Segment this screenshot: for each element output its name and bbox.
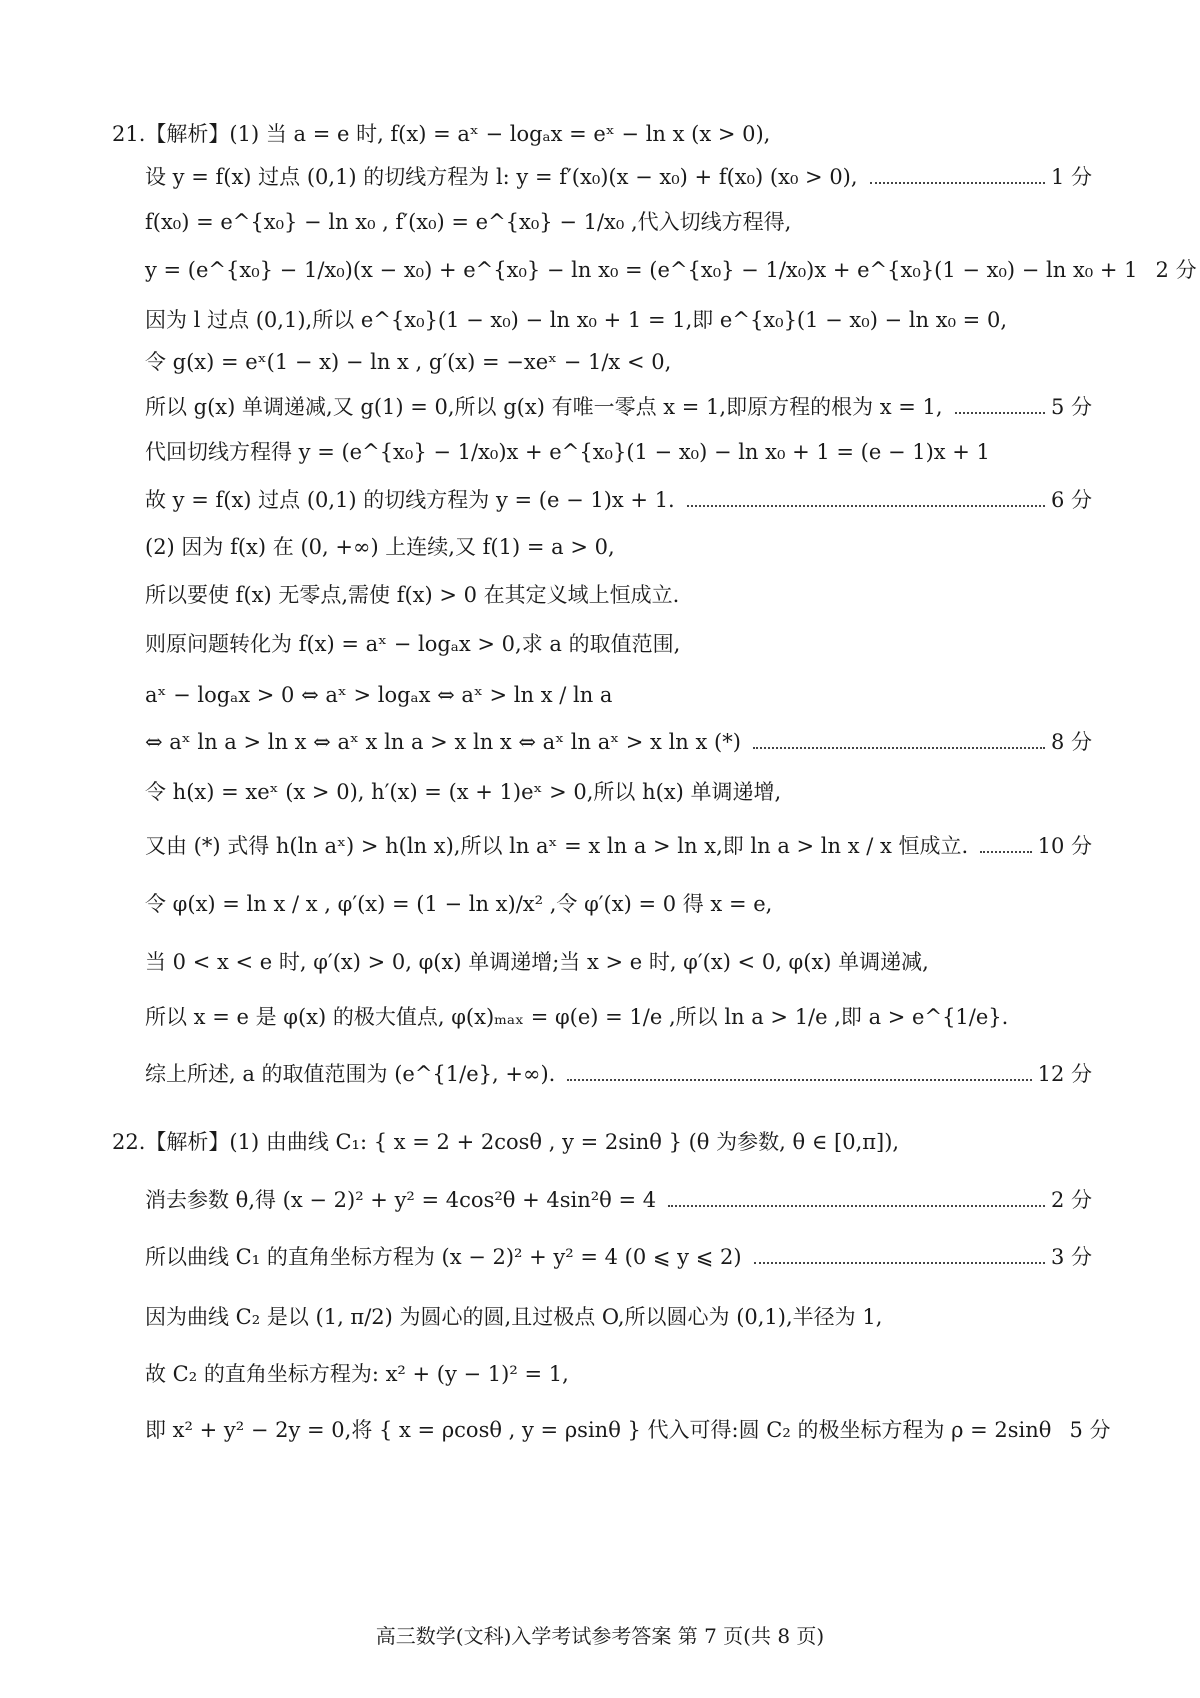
solution-line: [145, 1418, 1111, 1443]
line-text: f(x₀) = e^{x₀} − ln x₀ , f′(x₀) = e^{x₀} − 1/x₀ ,代入切线方程得,: [145, 210, 792, 234]
line-text: 所以要使 f(x) 无零点,需使 f(x) > 0 在其定义域上恒成立.: [145, 583, 680, 607]
score-mark: 3 分: [1050, 1245, 1092, 1269]
solution-line: [145, 535, 1092, 560]
solution-line: [145, 730, 1092, 755]
line-text: 所以 g(x) 单调递减,又 g(1) = 0,所以 g(x) 有唯一零点 x = 1,即原方程的根为 x = 1,: [145, 395, 943, 419]
line-text: 当 0 < x < e 时, φ′(x) > 0, φ(x) 单调递增;当 x > e 时, φ′(x) < 0, φ(x) 单调递减,: [145, 950, 929, 974]
problem-22-header: [112, 1130, 1092, 1155]
score-mark: 5 分: [1069, 1418, 1111, 1442]
line-text: 令 φ(x) = ln x / x , φ′(x) = (1 − ln x)/x² ,令 φ′(x) = 0 得 x = e,: [145, 892, 773, 916]
dotted-leader: [668, 1205, 1045, 1207]
score-mark: 10 分: [1037, 834, 1092, 858]
dotted-leader: [980, 851, 1031, 853]
line-text: 设 y = f(x) 过点 (0,1) 的切线方程为 l: y = f′(x₀)(x − x₀) + f(x₀) (x₀ > 0),: [145, 165, 858, 189]
solution-line: [145, 165, 1092, 190]
solution-line: [145, 583, 1092, 608]
solution-line: [145, 683, 1092, 708]
solution-line: [145, 1188, 1092, 1213]
solution-line: [145, 1362, 1092, 1387]
line-text: 令 h(x) = xeˣ (x > 0), h′(x) = (x + 1)eˣ > 0,所以 h(x) 单调递增,: [145, 780, 782, 804]
score-mark: 12 分: [1037, 1062, 1092, 1086]
problem-21-header: [112, 122, 1092, 147]
solution-line: [145, 834, 1092, 859]
solution-line: [145, 632, 1092, 657]
dotted-leader: [754, 1262, 1045, 1264]
line-text: 消去参数 θ,得 (x − 2)² + y² = 4cos²θ + 4sin²θ = 4: [145, 1188, 657, 1212]
line-text: 代回切线方程得 y = (e^{x₀} − 1/x₀)x + e^{x₀}(1 − x₀) − ln x₀ + 1 = (e − 1)x + 1: [145, 440, 990, 464]
score-mark: 1 分: [1050, 165, 1092, 189]
line-text: 因为曲线 C₂ 是以 (1, π/2) 为圆心的圆,且过极点 O,所以圆心为 (0,1),半径为 1,: [145, 1305, 883, 1329]
solution-line: [145, 780, 1092, 805]
solution-line: [145, 395, 1092, 420]
solution-line: [145, 950, 1092, 975]
line-text: (2) 因为 f(x) 在 (0, +∞) 上连续,又 f(1) = a > 0,: [145, 535, 615, 559]
solution-line: [145, 308, 1092, 333]
solution-line: [145, 210, 1092, 235]
solution-line: [145, 350, 1092, 375]
solution-line: [145, 488, 1092, 513]
score-mark: 8 分: [1050, 730, 1092, 754]
line-text: 故 y = f(x) 过点 (0,1) 的切线方程为 y = (e − 1)x + 1.: [145, 488, 675, 512]
solution-line: [145, 1005, 1092, 1030]
line-text: 21.【解析】(1) 当 a = e 时, f(x) = aˣ − logₐx = eˣ − ln x (x > 0),: [112, 122, 771, 146]
dotted-leader: [687, 505, 1045, 507]
line-text: 综上所述, a 的取值范围为 (e^{1/e}, +∞).: [145, 1062, 556, 1086]
score-mark: 5 分: [1050, 395, 1092, 419]
score-mark: 2 分: [1050, 1188, 1092, 1212]
score-mark: 6 分: [1050, 488, 1092, 512]
dotted-leader: [753, 747, 1045, 749]
solution-line: [145, 892, 1092, 917]
line-text: 故 C₂ 的直角坐标方程为: x² + (y − 1)² = 1,: [145, 1362, 569, 1386]
line-text: 22.【解析】(1) 由曲线 C₁: { x = 2 + 2cosθ , y = 2sinθ } (θ 为参数, θ ∈ [0,π]),: [112, 1130, 900, 1154]
solution-line: [145, 258, 1197, 283]
page-footer: 高三数学(文科)入学考试参考答案 第 7 页(共 8 页): [375, 1624, 825, 1648]
dotted-leader: [955, 412, 1045, 414]
line-text: 即 x² + y² − 2y = 0,将 { x = ρcosθ , y = ρsinθ } 代入可得:圆 C₂ 的极坐标方程为 ρ = 2sinθ: [145, 1418, 1052, 1442]
score-mark: 2 分: [1155, 258, 1197, 282]
solution-line: [145, 440, 1092, 465]
line-text: 所以曲线 C₁ 的直角坐标方程为 (x − 2)² + y² = 4 (0 ⩽ y ⩽ 2): [145, 1245, 742, 1269]
line-text: 则原问题转化为 f(x) = aˣ − logₐx > 0,求 a 的取值范围,: [145, 632, 681, 656]
line-text: 又由 (*) 式得 h(ln aˣ) > h(ln x),所以 ln aˣ = x ln a > ln x,即 ln a > ln x / x 恒成立.: [145, 834, 969, 858]
solution-line: [145, 1062, 1092, 1087]
line-text: aˣ − logₐx > 0 ⇔ aˣ > logₐx ⇔ aˣ > ln x / ln a: [145, 683, 613, 707]
line-text: ⇔ aˣ ln a > ln x ⇔ aˣ x ln a > x ln x ⇔ aˣ ln aˣ > x ln x (*): [145, 730, 741, 754]
line-text: y = (e^{x₀} − 1/x₀)(x − x₀) + e^{x₀} − ln x₀ = (e^{x₀} − 1/x₀)x + e^{x₀}(1 − x₀) − ln x₀ + 1: [145, 258, 1138, 282]
line-text: 所以 x = e 是 φ(x) 的极大值点, φ(x)ₘₐₓ = φ(e) = 1/e ,所以 ln a > 1/e ,即 a > e^{1/e}.: [145, 1005, 1009, 1029]
line-text: 令 g(x) = eˣ(1 − x) − ln x , g′(x) = −xeˣ − 1/x < 0,: [145, 350, 672, 374]
line-text: 因为 l 过点 (0,1),所以 e^{x₀}(1 − x₀) − ln x₀ + 1 = 1,即 e^{x₀}(1 − x₀) − ln x₀ = 0,: [145, 308, 1007, 332]
dotted-leader: [567, 1079, 1031, 1081]
solution-line: [145, 1305, 1092, 1330]
dotted-leader: [870, 182, 1045, 184]
solution-line: [145, 1245, 1092, 1270]
